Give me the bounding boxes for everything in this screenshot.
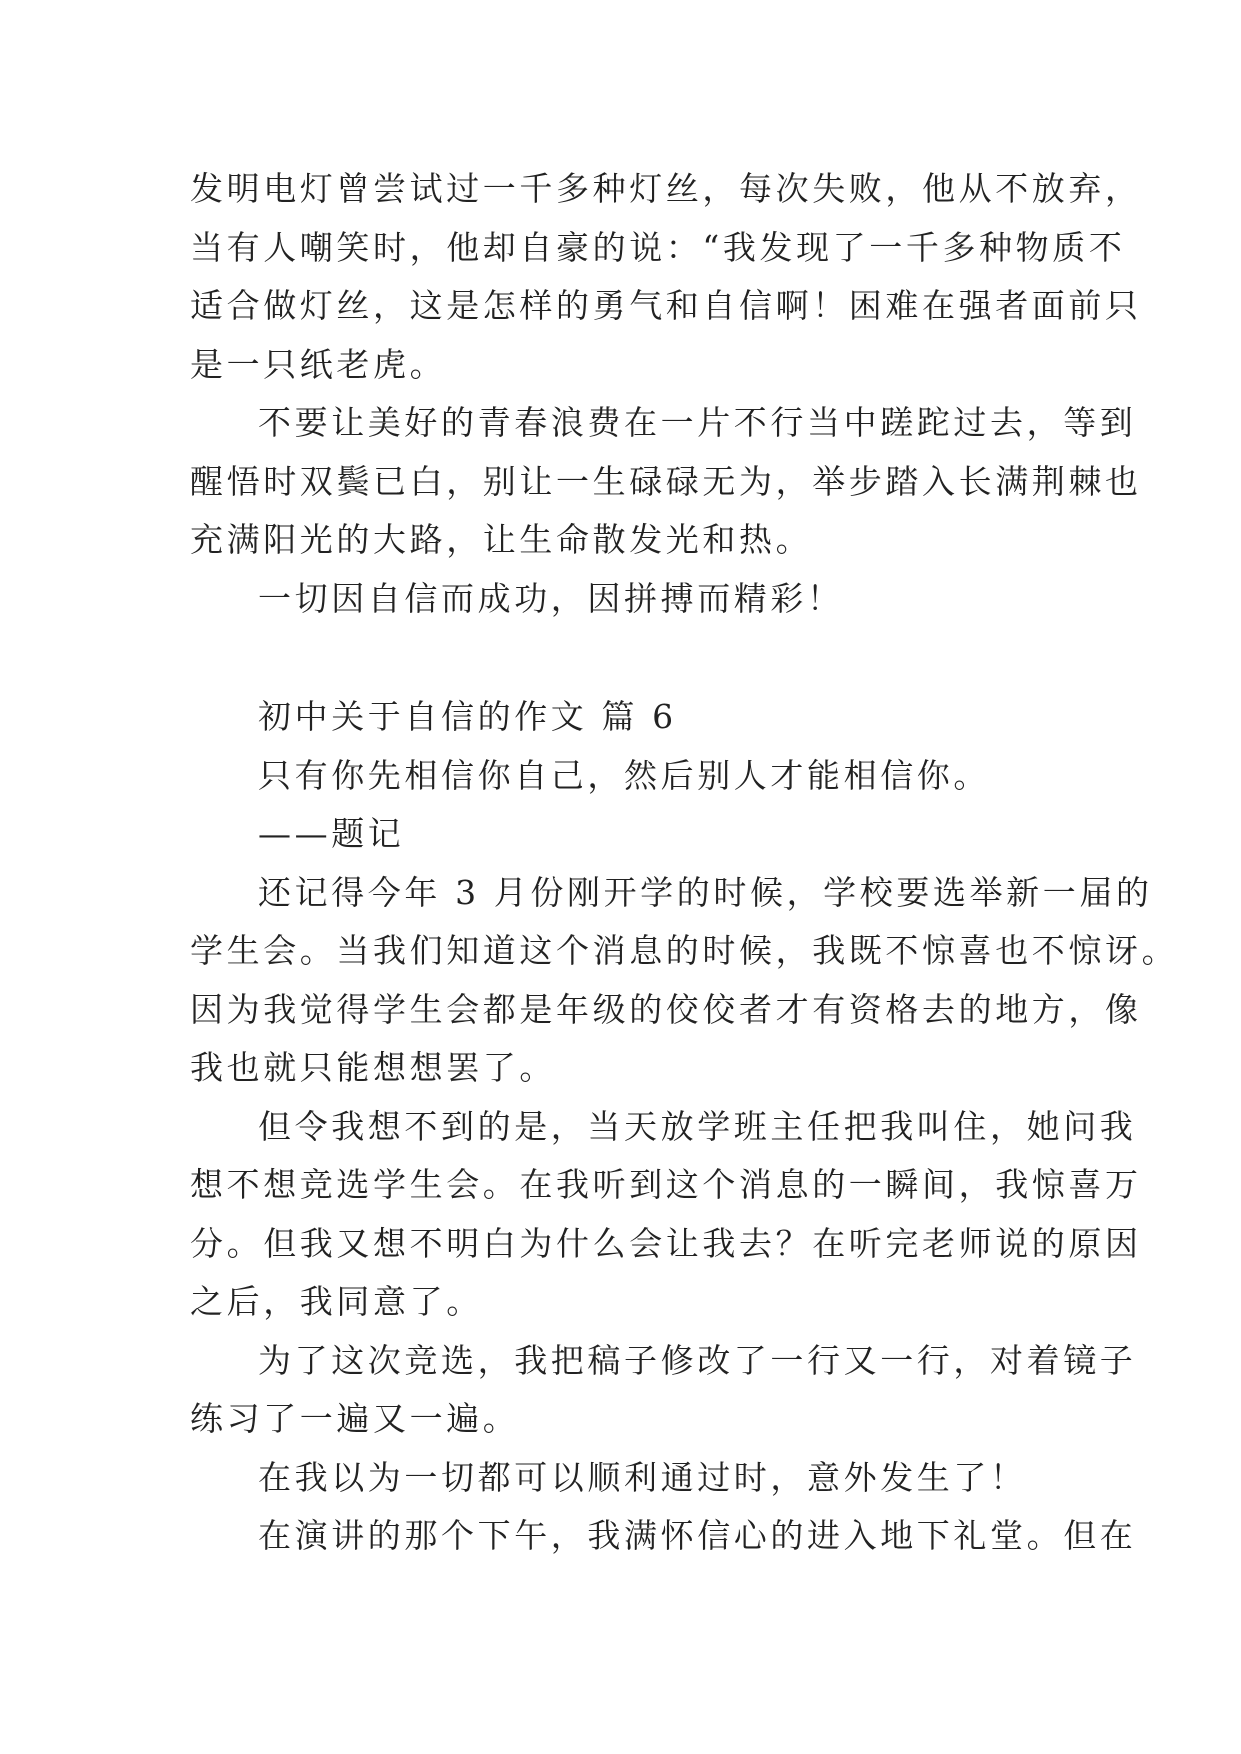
document-body <box>190 160 1179 1566</box>
epigraph: 只有你先相信你自己，然后别人才能相信你。 <box>258 755 990 795</box>
text-line: 分。但我又想不明白为什么会让我去？在听完老师说的原因 <box>190 1223 1142 1263</box>
text-line: 因为我觉得学生会都是年级的佼佼者才有资格去的地方，像 <box>190 989 1142 1029</box>
text-line: 充满阳光的大路，让生命散发光和热。 <box>190 520 813 559</box>
text-line: 为了这次竞选，我把稿子修改了一行又一行，对着镜子 <box>258 1340 1137 1380</box>
text-line: 在演讲的那个下午，我满怀信心的进入地下礼堂。但在 <box>258 1516 1137 1555</box>
text-line: 是一只纸老虎。 <box>190 344 447 384</box>
text-line: 一切因自信而成功，因拼搏而精彩！ <box>258 578 844 618</box>
text-line: 练习了一遍又一遍。 <box>190 1399 520 1438</box>
text-line: 想不想竞选学生会。在我听到这个消息的一瞬间，我惊喜万 <box>190 1165 1142 1204</box>
text-line: 在我以为一切都可以顺利通过时，意外发生了！ <box>258 1457 1027 1497</box>
epigraph-source: ——题记 <box>258 814 405 853</box>
section-title: 初中关于自信的作文 篇 6 <box>258 697 677 736</box>
text-line: 之后，我同意了。 <box>190 1282 483 1321</box>
text-line: 我也就只能想想罢了。 <box>190 1048 556 1087</box>
text-line: 但令我想不到的是，当天放学班主任把我叫住，她问我 <box>258 1106 1137 1146</box>
text-line: 发明电灯曾尝试过一千多种灯丝，每次失败，他从不放弃， <box>190 169 1142 208</box>
text-line: 还记得今年 3 月份刚开学的时候，学校要选举新一届的 <box>258 872 1153 912</box>
text-line: 不要让美好的青春浪费在一片不行当中蹉跎过去，等到 <box>258 403 1137 442</box>
section-gap <box>190 628 1060 688</box>
text-line: 当有人嘲笑时，他却自豪的说：“我发现了一千多种物质不 <box>190 227 1126 267</box>
text-line: 学生会。当我们知道这个消息的时候，我既不惊喜也不惊讶。 <box>190 931 1179 970</box>
text-line: 适合做灯丝，这是怎样的勇气和自信啊！困难在强者面前只 <box>190 286 1142 325</box>
text-line: 醒悟时双鬓已白，别让一生碌碌无为，举步踏入长满荆棘也 <box>190 461 1142 501</box>
